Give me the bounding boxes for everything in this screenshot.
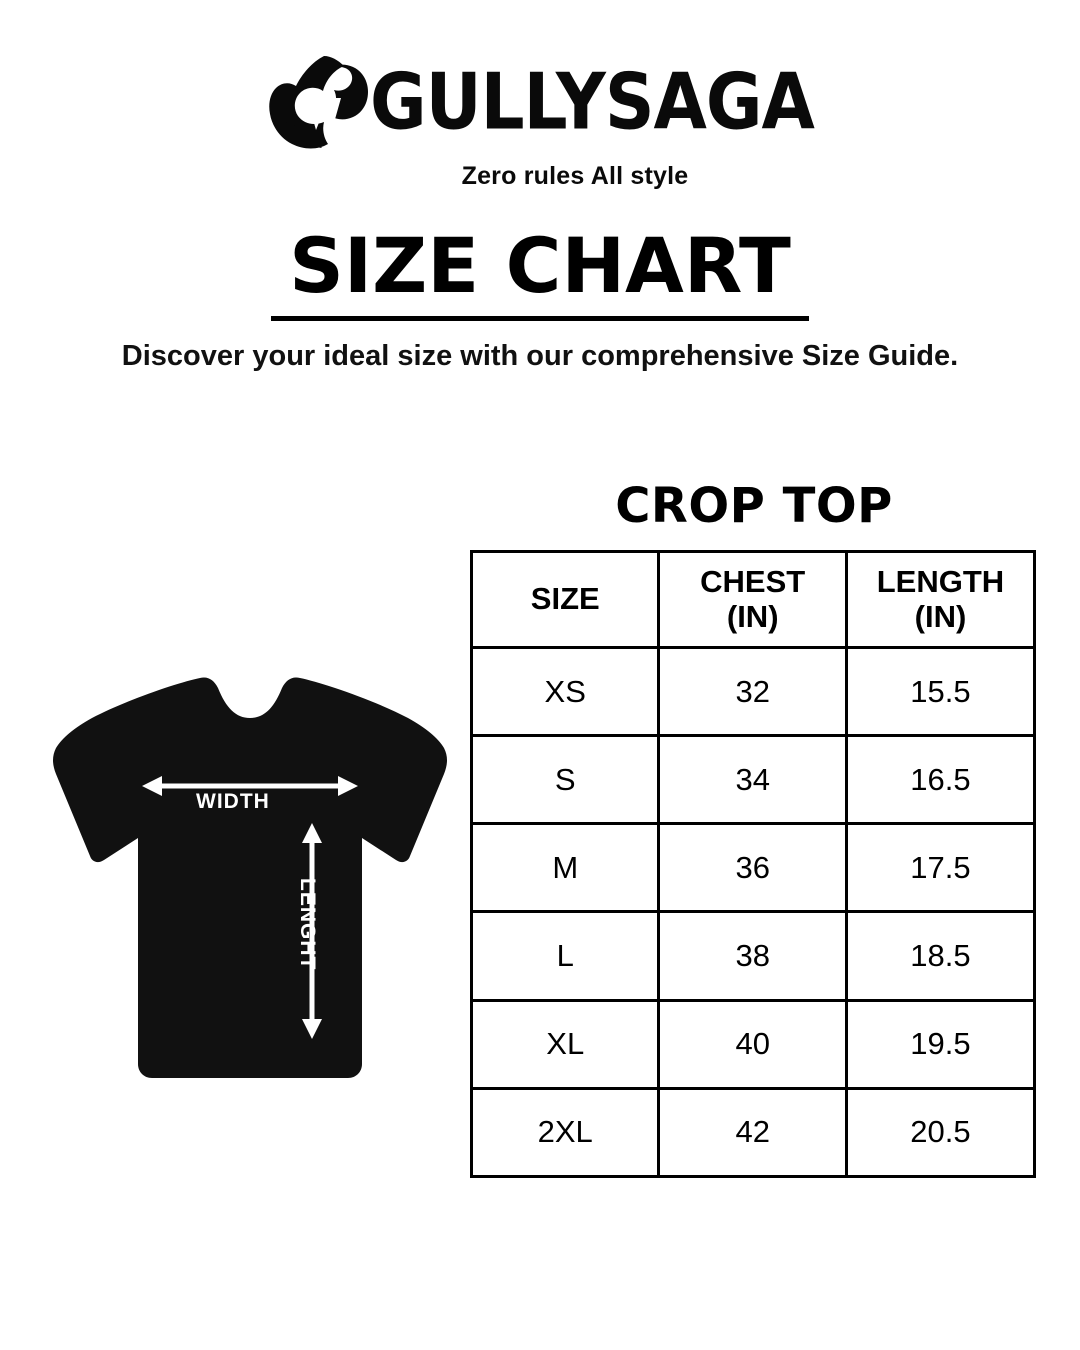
length-label: LENGHT <box>296 878 319 971</box>
width-label: WIDTH <box>196 790 270 813</box>
table-row <box>472 648 1035 736</box>
logo-row <box>266 52 814 156</box>
cell-chest: 38 <box>659 912 846 1000</box>
column-header-length-line1: LENGTH <box>876 563 1005 599</box>
column-header-length <box>846 552 1034 648</box>
cell-size: XS <box>472 648 659 736</box>
cell-chest: 32 <box>659 648 846 736</box>
cell-size: 2XL <box>472 1088 659 1176</box>
column-header-size <box>472 552 659 648</box>
tshirt-illustration <box>30 660 470 1100</box>
size-table <box>470 550 1036 1178</box>
table-row <box>472 736 1035 824</box>
table-row <box>472 1088 1035 1176</box>
cell-size: L <box>472 912 659 1000</box>
cell-length: 20.5 <box>846 1088 1034 1176</box>
column-header-length-line2: (IN) <box>914 598 967 634</box>
table-header-row <box>472 552 1035 648</box>
column-header-chest-line2: (IN) <box>726 598 779 634</box>
cell-length: 15.5 <box>846 648 1034 736</box>
cell-chest: 40 <box>659 1000 846 1088</box>
table-row <box>472 824 1035 912</box>
cell-length: 16.5 <box>846 736 1034 824</box>
cell-chest: 42 <box>659 1088 846 1176</box>
table-row <box>472 912 1035 1000</box>
brand-name: GULLYSAGA <box>370 58 814 148</box>
cell-size: M <box>472 824 659 912</box>
brand-tagline: Zero rules All style <box>461 162 689 190</box>
cell-length: 17.5 <box>846 824 1034 912</box>
title-underline <box>271 316 809 321</box>
cell-chest: 36 <box>659 824 846 912</box>
cell-chest: 34 <box>659 736 846 824</box>
cell-length: 18.5 <box>846 912 1034 1000</box>
column-header-size-line1: SIZE <box>530 581 600 617</box>
table-row <box>472 1000 1035 1088</box>
column-header-chest <box>659 552 846 648</box>
tshirt-icon <box>30 660 470 1100</box>
cell-size: XL <box>472 1000 659 1088</box>
brand-logo <box>0 52 1080 191</box>
cell-size: S <box>472 736 659 824</box>
column-header-chest-line1: CHEST <box>700 563 806 599</box>
gully-saga-mark-icon <box>266 52 374 156</box>
page-title: SIZE CHART <box>289 221 791 310</box>
cell-length: 19.5 <box>846 1000 1034 1088</box>
size-table-wrap <box>470 550 1036 1178</box>
page-subtitle: Discover your ideal size with our comprehensive Size Guide. <box>121 340 959 372</box>
section-heading: CROP TOP <box>615 478 893 534</box>
